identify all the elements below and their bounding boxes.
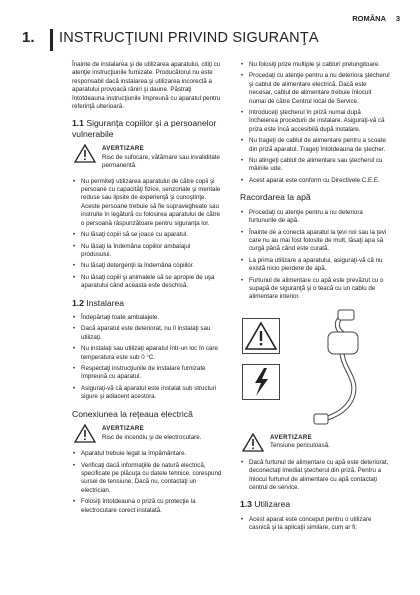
list-item: • Îndepărtaţi toate ambalajele. bbox=[81, 314, 222, 322]
section-title: Siguranţa copiilor şi a persoanelor vulnerabile bbox=[72, 118, 217, 139]
list-item: • Furtunul de alimentare cu apă este prevăzut cu o supapă de siguranţă şi o teacă cu un cablu de alimentare interior. bbox=[249, 277, 390, 302]
section-number: 1.3 bbox=[240, 499, 252, 510]
section-heading bbox=[72, 409, 222, 420]
list-item: • Nu instalaţi sau utilizaţi aparatul într-un loc în care temperatura este sub 0 °C. bbox=[81, 345, 222, 362]
warning-triangle-icon bbox=[242, 433, 264, 452]
list-item: • Respectaţi instrucţiunile de instalare furnizate împreună cu aparatul. bbox=[81, 365, 222, 382]
bullet-list bbox=[240, 61, 390, 185]
hose-illustration bbox=[240, 308, 390, 428]
list-item: • Verificaţi dacă informaţiile de natură electrică, specificate pe plăcuţa cu datele tehnice, corespund sursei de tensiune. Dacă nu, contactaţi un electrician. bbox=[81, 462, 222, 496]
list-item: • Acest aparat este conform cu Directivele C.E.E. bbox=[249, 177, 390, 185]
list-item: • Înainte de a conecta aparatul la ţevi noi sau la ţevi care nu au mai fost folosite de mult, lăsaţi apa să curgă până când este curată. bbox=[249, 229, 390, 254]
list-item: • La prima utilizare a aparatului, asiguraţi-vă că nu există nicio pierdere de apă. bbox=[249, 257, 390, 274]
warning-icon-box bbox=[242, 318, 280, 354]
section-title: Instalarea bbox=[86, 297, 125, 308]
list-item: • Procedaţi cu atenţie pentru a nu deteriora furtunurile de apă. bbox=[249, 209, 390, 226]
page-header bbox=[344, 14, 400, 23]
left-column bbox=[72, 61, 222, 521]
section-number: 1.1 bbox=[72, 118, 84, 129]
list-item: • Introduceţi ştecherul în priză numai după încheierea procedurii de instalare. Asiguraţi-vă că priza este încă accesibilă după instalare. bbox=[249, 109, 390, 134]
chapter-number: 1. bbox=[22, 29, 35, 46]
list-item: • Procedaţi cu atenţie pentru a nu deteriora ştecherul şi cablul de alimentare electrică. Dacă este necesar, cablul de alimentare trebuie înlocuit numai de către Centrul local de Service. bbox=[249, 72, 390, 106]
list-item: • Folosiţi întotdeauna o priză cu protecţie la electrocutare corect instalată. bbox=[81, 498, 222, 515]
electric-hazard-icon-box bbox=[242, 364, 280, 400]
list-item: • Asiguraţi-vă că aparatul este instalat sub structuri sigure şi adiacent acestora. bbox=[81, 385, 222, 402]
warning-icon bbox=[243, 319, 279, 353]
list-item: • Nu lăsaţi detergenţii la îndemâna copiilor. bbox=[81, 262, 222, 270]
list-item: • Nu trageţi de cablul de alimentare pentru a scoate din priză aparatul. Trageţi întotdeauna de ştecher. bbox=[249, 137, 390, 154]
list-item: • Nu folosiţi prize multiple şi cabluri prelungitoare. bbox=[249, 61, 390, 69]
chapter-title: INSTRUCŢIUNI PRIVIND SIGURANŢA bbox=[59, 30, 319, 46]
bullet-list bbox=[240, 459, 390, 493]
right-column bbox=[240, 61, 390, 539]
warning-triangle-icon bbox=[74, 144, 96, 163]
section-heading bbox=[240, 192, 390, 203]
warning-block bbox=[72, 145, 222, 170]
intro-paragraph: Înainte de instalarea şi de utilizarea aparatului, citiţi cu atenţie instrucţiunile furnizate. Producătorul nu este responsabil dacă instalarea şi utilizarea incorectă a aparatului provoacă răniri şi daune. Păstraţi întotdeauna instrucţiunile împreună cu aparatul pentru referinţă ulterioară. bbox=[72, 61, 221, 111]
warning-text: Risc de incendiu şi de electrocutare. bbox=[102, 433, 202, 441]
bullet-list bbox=[72, 178, 222, 291]
section-heading bbox=[72, 298, 222, 309]
page-number: 3 bbox=[395, 14, 400, 23]
section-title: Conexiunea la reţeaua electrică bbox=[72, 408, 193, 419]
list-item: • Dacă furtunul de alimentare cu apă este deteriorat, deconectaţi imediat ştecherul din priză. Pentru a înlocui furtunul de alimentare cu apă contactaţi centrul de service. bbox=[249, 459, 390, 493]
warning-block bbox=[240, 434, 390, 452]
section-title: Racordarea la apă bbox=[240, 192, 311, 203]
list-item: • Acest aparat este conceput pentru o utilizare casnică şi la aplicaţii similare, cum ar fi: bbox=[249, 516, 390, 533]
list-item: • Aparatul trebuie legat la împământare. bbox=[81, 450, 222, 458]
list-item: • Dacă aparatul este deteriorat, nu îl instalaţi sau utilizaţi. bbox=[81, 325, 222, 342]
chapter-divider bbox=[50, 29, 53, 51]
warning-triangle-icon bbox=[74, 424, 96, 443]
warning-title: AVERTIZARE bbox=[270, 433, 313, 441]
warning-title: AVERTIZARE bbox=[102, 425, 145, 433]
bullet-list bbox=[72, 450, 222, 515]
warning-text: Risc de sufocare, vătămare sau invaliditate permanentă. bbox=[102, 153, 220, 170]
bullet-list bbox=[72, 314, 222, 402]
list-item: • Nu permiteţi utilizarea aparatului de către copii şi persoane cu capacităţi fizice, senzoriale şi mentale reduse sau lipsite de experienţă şi cunoştinţe. Aceste persoane trebuie să fie supravegheate sau instruite în legătură cu folosirea aparatului de către o persoană răspunzătoare pentru siguranţa lor. bbox=[81, 178, 222, 228]
warning-title: AVERTIZARE bbox=[102, 145, 145, 153]
list-item: • Nu lăsaţi copiii şi animalele să se apropie de uşa aparatului când aceasta este deschisă. bbox=[81, 274, 222, 291]
list-item: • Nu atingeţi cablul de alimentare sau ştecherul cu mâinile ude. bbox=[249, 157, 390, 174]
section-heading bbox=[72, 118, 222, 139]
header-language: ROMÂNA bbox=[352, 14, 386, 23]
list-item: • Nu lăsaţi copiii să se joace cu aparatul. bbox=[81, 231, 222, 239]
bullet-list bbox=[240, 516, 390, 533]
bullet-list bbox=[240, 209, 390, 302]
warning-block bbox=[72, 425, 222, 443]
lightning-bolt-icon bbox=[243, 365, 279, 399]
section-number: 1.2 bbox=[72, 297, 84, 308]
chapter-heading bbox=[22, 29, 400, 51]
list-item: • Nu lăsaţi la îndemâna copiilor ambalajul produsului. bbox=[81, 243, 222, 260]
section-title: Utilizarea bbox=[254, 499, 291, 510]
warning-text: Tensiune periculoasă. bbox=[270, 442, 330, 450]
section-heading bbox=[240, 499, 390, 510]
